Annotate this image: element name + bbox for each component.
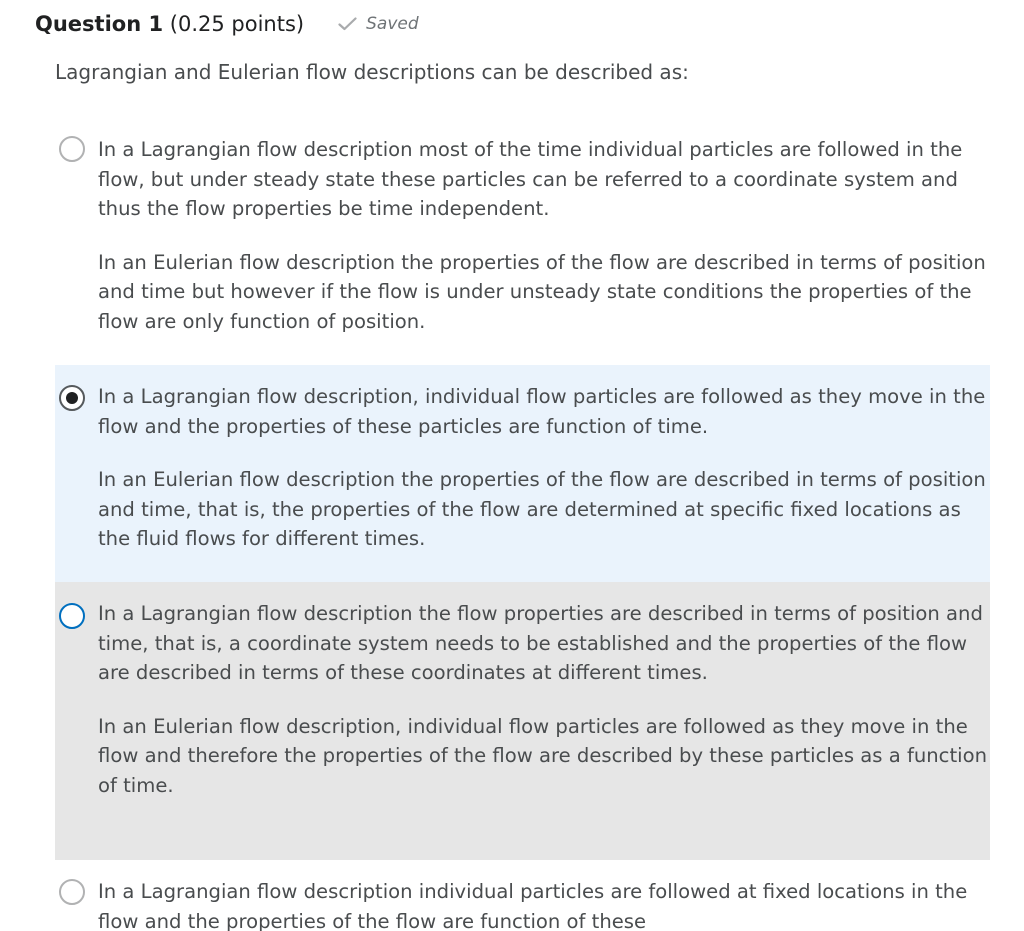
radio-button-1[interactable] [59,136,85,162]
saved-label: Saved [366,14,419,34]
answer-option-3-eulerian: In an Eulerian flow description, individual flow particles are followed as they move in the flow and therefore the properties of the flow are described by these particles as a function of time. [98,714,987,797]
answer-option-2-eulerian: In an Eulerian flow description the properties of the flow are described in terms of position and time, that is, the properties of the flow are determined at specific fixed locations as the fluid flows for different times. [98,468,986,551]
radio-button-4[interactable] [59,879,85,905]
question-header [35,8,419,40]
answer-option-3-text [98,599,988,801]
checkmark-icon [338,17,357,31]
question-number: Question 1 [35,12,164,36]
answer-option-3[interactable] [55,582,990,860]
answer-option-1[interactable] [55,122,990,362]
answer-option-2[interactable] [55,365,990,582]
answer-option-1-text [98,135,988,337]
radio-button-2[interactable] [59,385,85,411]
question-title [35,12,304,36]
answer-option-2-lagrangian: In a Lagrangian flow description, individual flow particles are followed as they move in the flow and the properties of these particles are function of time. [98,385,986,438]
answer-option-4[interactable] [55,862,990,931]
radio-button-3[interactable] [59,603,85,629]
answer-option-1-lagrangian: In a Lagrangian flow description most of the time individual particles are followed in the flow, but under steady state these particles can be referred to a coordinate system and thus the flow properties be time independent. [98,138,963,221]
answer-option-1-eulerian: In an Eulerian flow description the properties of the flow are described in terms of position and time but however if the flow is under unsteady state conditions the properties of the flow are only function of position. [98,250,986,333]
answer-option-3-lagrangian: In a Lagrangian flow description the flow properties are described in terms of position and time, that is, a coordinate system needs to be established and the properties of the flow are described in terms of these coordinates at different times. [98,602,983,685]
answer-option-4-text [98,877,988,931]
answer-option-2-text [98,382,988,554]
question-prompt: Lagrangian and Eulerian flow descriptions can be described as: [55,60,689,84]
question-points: (0.25 points) [169,12,305,36]
answer-option-4-lagrangian: In a Lagrangian flow description individual particles are followed at fixed locations in the flow and the properties of the flow are function of these [98,880,968,931]
saved-status [338,14,419,34]
